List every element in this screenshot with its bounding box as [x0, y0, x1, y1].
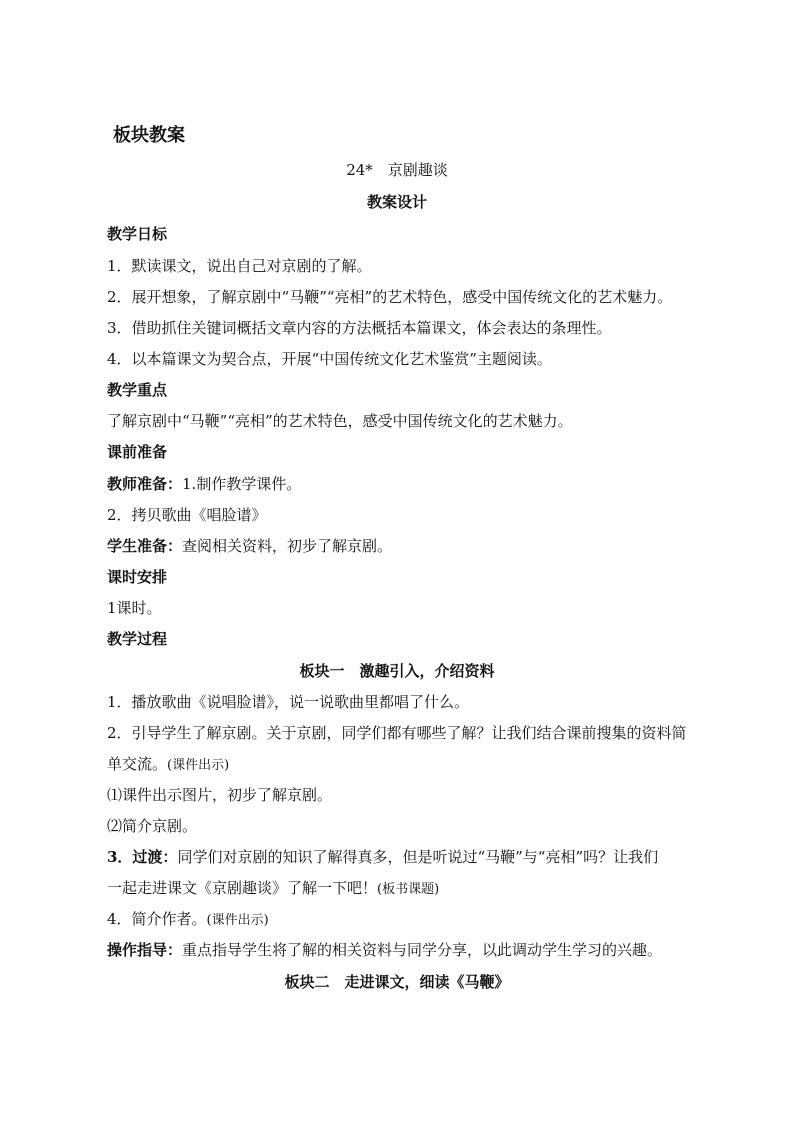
design-heading: 教案设计 [366, 193, 427, 211]
block1-item-2-line-2 [107, 754, 229, 776]
teacher-preparation-label: 教师准备： [107, 475, 183, 493]
block1-item-4-text: 4．简介作者。 [107, 910, 207, 928]
teacher-preparation-item-2: 2．拷贝歌曲《唱脸谱》 [107, 506, 267, 524]
block1-item-2-line-1: 2．引导学生了解京剧。关于京剧，同学们都有哪些了解？让我们结合课前搜集的资料简 [107, 724, 687, 742]
block1-item-4 [107, 909, 269, 931]
transition-label: 3．过渡： [107, 848, 178, 866]
student-preparation [107, 536, 392, 556]
student-preparation-label: 学生准备： [107, 537, 183, 555]
board-note: (板书课题) [377, 882, 440, 897]
transition-text: 同学们对京剧的知识了解得真多，但是听说过“马鞭”与“亮相”吗？让我们 [177, 848, 659, 866]
block1-item-3-line-2-text: 一起走进课文《京剧趣谈》了解一下吧！ [107, 879, 378, 897]
teacher-preparation [107, 474, 301, 494]
section-label: 板块教案 [113, 125, 185, 146]
process-heading: 教学过程 [107, 630, 168, 648]
block1-item-2-line-2-text: 单交流。 [107, 755, 168, 773]
block1-item-3-line-2 [107, 878, 439, 900]
operation-guide-text: 重点指导学生将了解的相关资料与同学分享，以此调动学生学习的兴趣。 [182, 941, 663, 959]
teacher-preparation-item-1: 1.制作教学课件。 [182, 475, 302, 493]
courseware-note: (课件出示) [167, 758, 230, 773]
block1-title: 板块一 激趣引入，介绍资料 [299, 662, 495, 680]
objective-item-3: 3．借助抓住关键词概括文章内容的方法概括本篇课文，体会表达的条理性。 [107, 319, 612, 337]
block1-item-2-sub-1: ⑴课件出示图片，初步了解京剧。 [107, 786, 333, 804]
key-points-heading: 教学重点 [107, 381, 168, 399]
objectives-heading: 教学日标 [107, 225, 168, 243]
lesson-title: 24* 京剧趣谈 [346, 161, 448, 179]
block1-item-2-sub-2: ⑵简介京剧。 [107, 817, 198, 835]
operation-guide-label: 操作指导： [107, 941, 183, 959]
objective-item-1: 1．默读课文，说出自己对京剧的了解。 [107, 257, 372, 275]
objective-item-2: 2．展开想象，了解京剧中“马鞭”“亮相”的艺术特色，感受中国传统文化的艺术魅力。 [107, 288, 673, 306]
objective-item-4: 4．以本篇课文为契合点，开展“中国传统文化艺术鉴赏”主题阅读。 [107, 350, 552, 368]
block2-title: 板块二 走进课文，细读《马鞭》 [284, 973, 510, 991]
block1-item-1: 1．播放歌曲《说唱脸谱》，说一说歌曲里都唱了什么。 [107, 693, 470, 711]
schedule-text: 1课时。 [107, 599, 162, 617]
schedule-heading: 课时安排 [107, 568, 168, 586]
student-preparation-text: 查阅相关资料，初步了解京剧。 [182, 537, 393, 555]
block1-item-3-line-1 [107, 847, 658, 867]
courseware-note-2: (课件出示) [206, 913, 269, 928]
key-points-text: 了解京剧中“马鞭”“亮相”的艺术特色，感受中国传统文化的艺术魅力。 [107, 412, 573, 430]
operation-guide [107, 940, 662, 960]
preparation-heading: 课前准备 [107, 443, 168, 461]
